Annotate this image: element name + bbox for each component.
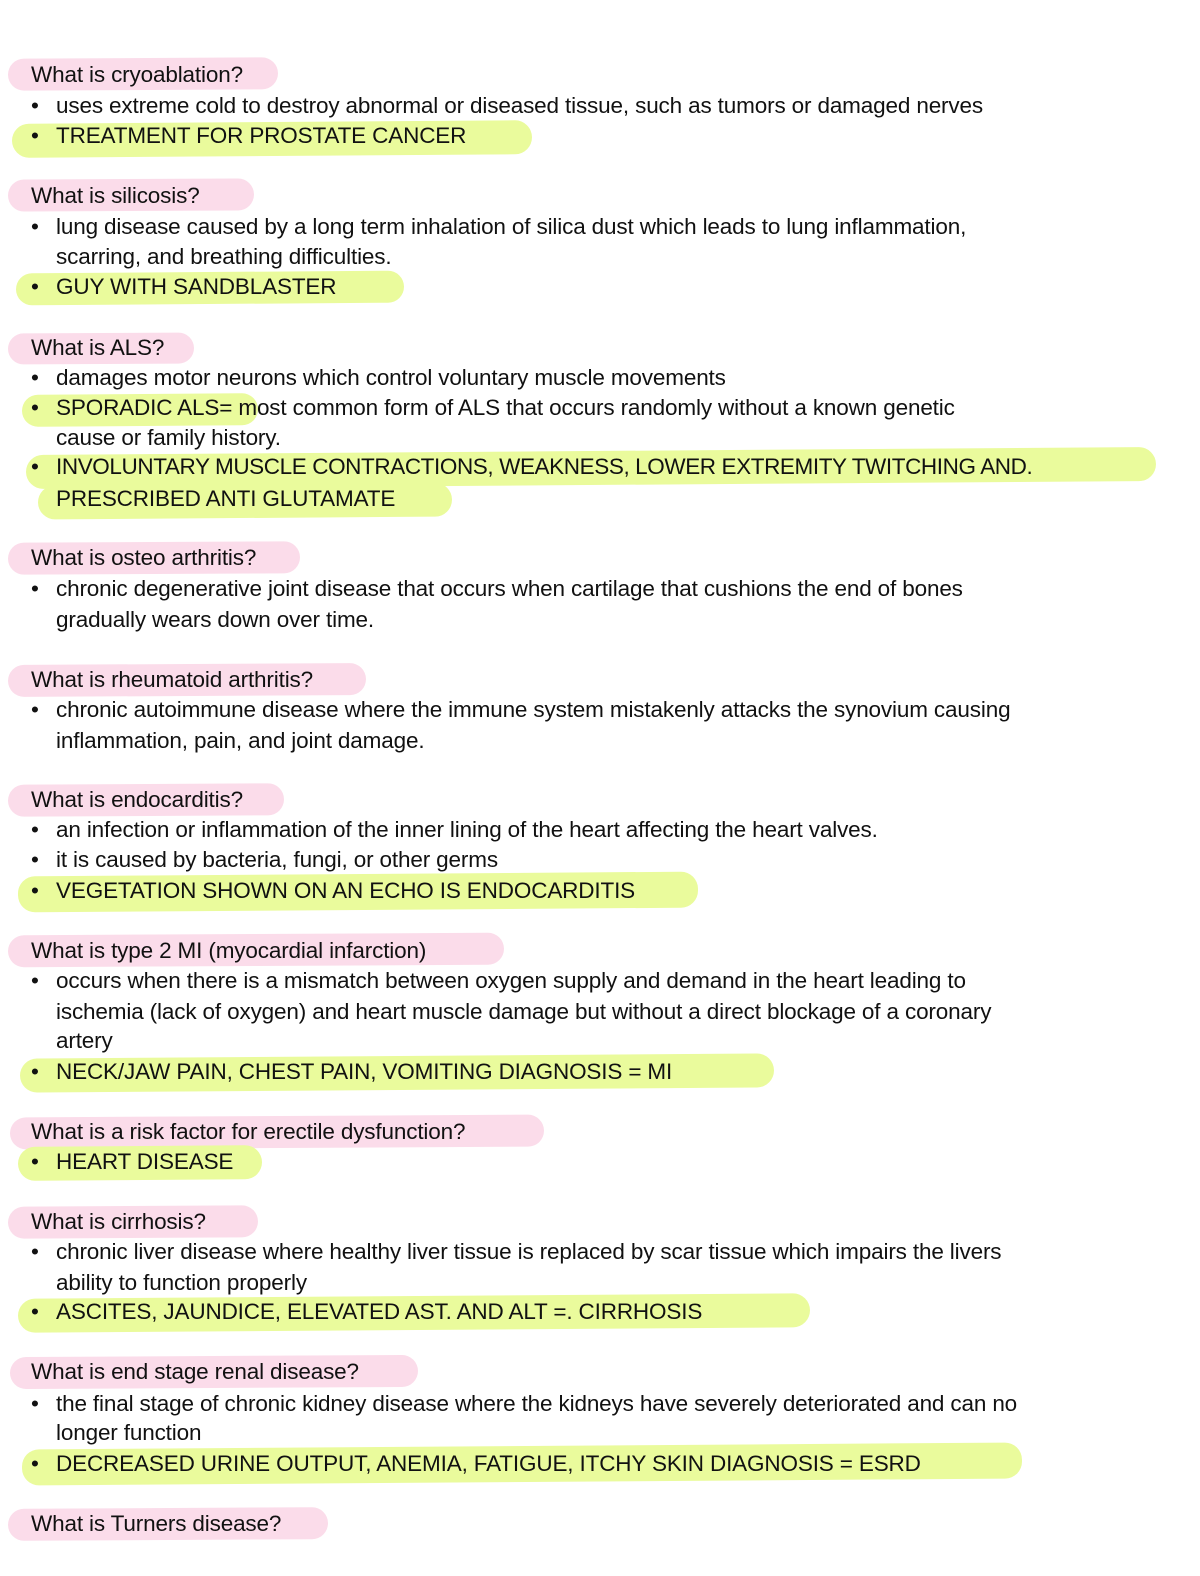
question-heading: What is ALS? xyxy=(31,335,165,360)
answer-text: GUY WITH SANDBLASTER xyxy=(56,274,337,299)
bullet-marker: • xyxy=(31,1149,39,1174)
question-heading: What is end stage renal disease? xyxy=(31,1359,359,1384)
answer-text: longer function xyxy=(56,1420,202,1445)
question-heading: What is Turners disease? xyxy=(31,1511,282,1536)
bullet-marker: • xyxy=(31,93,39,118)
question-heading: What is type 2 MI (myocardial infarction) xyxy=(31,938,427,963)
answer-text: VEGETATION SHOWN ON AN ECHO IS ENDOCARDITIS xyxy=(56,878,636,903)
answer-text: occurs when there is a mismatch between oxygen supply and demand in the heart leading to xyxy=(56,968,966,993)
answer-text: ischemia (lack of oxygen) and heart muscle damage but without a direct blockage of a coronary xyxy=(56,999,992,1024)
answer-text: artery xyxy=(56,1028,113,1053)
bullet-marker: • xyxy=(31,817,39,842)
bullet-marker: • xyxy=(31,274,39,299)
answer-text: cause or family history. xyxy=(56,425,281,450)
answer-text: it is caused by bacteria, fungi, or other germs xyxy=(56,847,498,872)
answer-text: TREATMENT FOR PROSTATE CANCER xyxy=(56,123,467,148)
bullet-marker: • xyxy=(31,214,39,239)
answer-text: inflammation, pain, and joint damage. xyxy=(56,728,425,753)
answer-text: chronic liver disease where healthy liver tissue is replaced by scar tissue which impairs the livers xyxy=(56,1239,1002,1264)
answer-text: chronic autoimmune disease where the immune system mistakenly attacks the synovium causing xyxy=(56,697,1011,722)
bullet-marker: • xyxy=(31,1451,39,1476)
question-heading: What is cirrhosis? xyxy=(31,1209,206,1234)
answer-text: SPORADIC ALS= most common form of ALS that occurs randomly without a known genetic xyxy=(56,395,955,420)
answer-text: the final stage of chronic kidney disease where the kidneys have severely deteriorated and can no xyxy=(56,1391,1018,1416)
answer-text: DECREASED URINE OUTPUT, ANEMIA, FATIGUE, ITCHY SKIN DIAGNOSIS = ESRD xyxy=(56,1451,921,1476)
bullet-marker: • xyxy=(31,847,39,872)
bullet-marker: • xyxy=(31,1299,39,1324)
answer-text: damages motor neurons which control voluntary muscle movements xyxy=(56,365,726,390)
answer-text: INVOLUNTARY MUSCLE CONTRACTIONS, WEAKNESS, LOWER EXTREMITY TWITCHING AND. xyxy=(56,454,1033,479)
answer-text: ability to function properly xyxy=(56,1270,307,1295)
answer-text: PRESCRIBED ANTI GLUTAMATE xyxy=(56,486,396,511)
bullet-marker: • xyxy=(31,878,39,903)
question-heading: What is a risk factor for erectile dysfunction? xyxy=(31,1119,466,1144)
bullet-marker: • xyxy=(31,454,39,479)
question-heading: What is cryoablation? xyxy=(31,62,243,87)
answer-text: HEART DISEASE xyxy=(56,1149,234,1174)
bullet-marker: • xyxy=(31,395,39,420)
question-heading: What is rheumatoid arthritis? xyxy=(31,667,314,692)
bullet-marker: • xyxy=(31,123,39,148)
answer-text: gradually wears down over time. xyxy=(56,607,374,632)
bullet-marker: • xyxy=(31,365,39,390)
question-heading: What is osteo arthritis? xyxy=(31,545,257,570)
bullet-marker: • xyxy=(31,1391,39,1416)
bullet-marker: • xyxy=(31,697,39,722)
bullet-marker: • xyxy=(31,1059,39,1084)
answer-text: ASCITES, JAUNDICE, ELEVATED AST. AND ALT =. CIRRHOSIS xyxy=(56,1299,703,1324)
answer-text: lung disease caused by a long term inhalation of silica dust which leads to lung inflammation, xyxy=(56,214,967,239)
answer-text: scarring, and breathing difficulties. xyxy=(56,244,392,269)
bullet-marker: • xyxy=(31,968,39,993)
answer-text: uses extreme cold to destroy abnormal or diseased tissue, such as tumors or damaged nerves xyxy=(56,93,983,118)
question-heading: What is silicosis? xyxy=(31,183,200,208)
bullet-marker: • xyxy=(31,576,39,601)
answer-text: an infection or inflammation of the inner lining of the heart affecting the heart valves. xyxy=(56,817,878,842)
question-heading: What is endocarditis? xyxy=(31,787,243,812)
answer-text: NECK/JAW PAIN, CHEST PAIN, VOMITING DIAGNOSIS = MI xyxy=(56,1059,673,1084)
answer-text: chronic degenerative joint disease that occurs when cartilage that cushions the end of bones xyxy=(56,576,963,601)
bullet-marker: • xyxy=(31,1239,39,1264)
